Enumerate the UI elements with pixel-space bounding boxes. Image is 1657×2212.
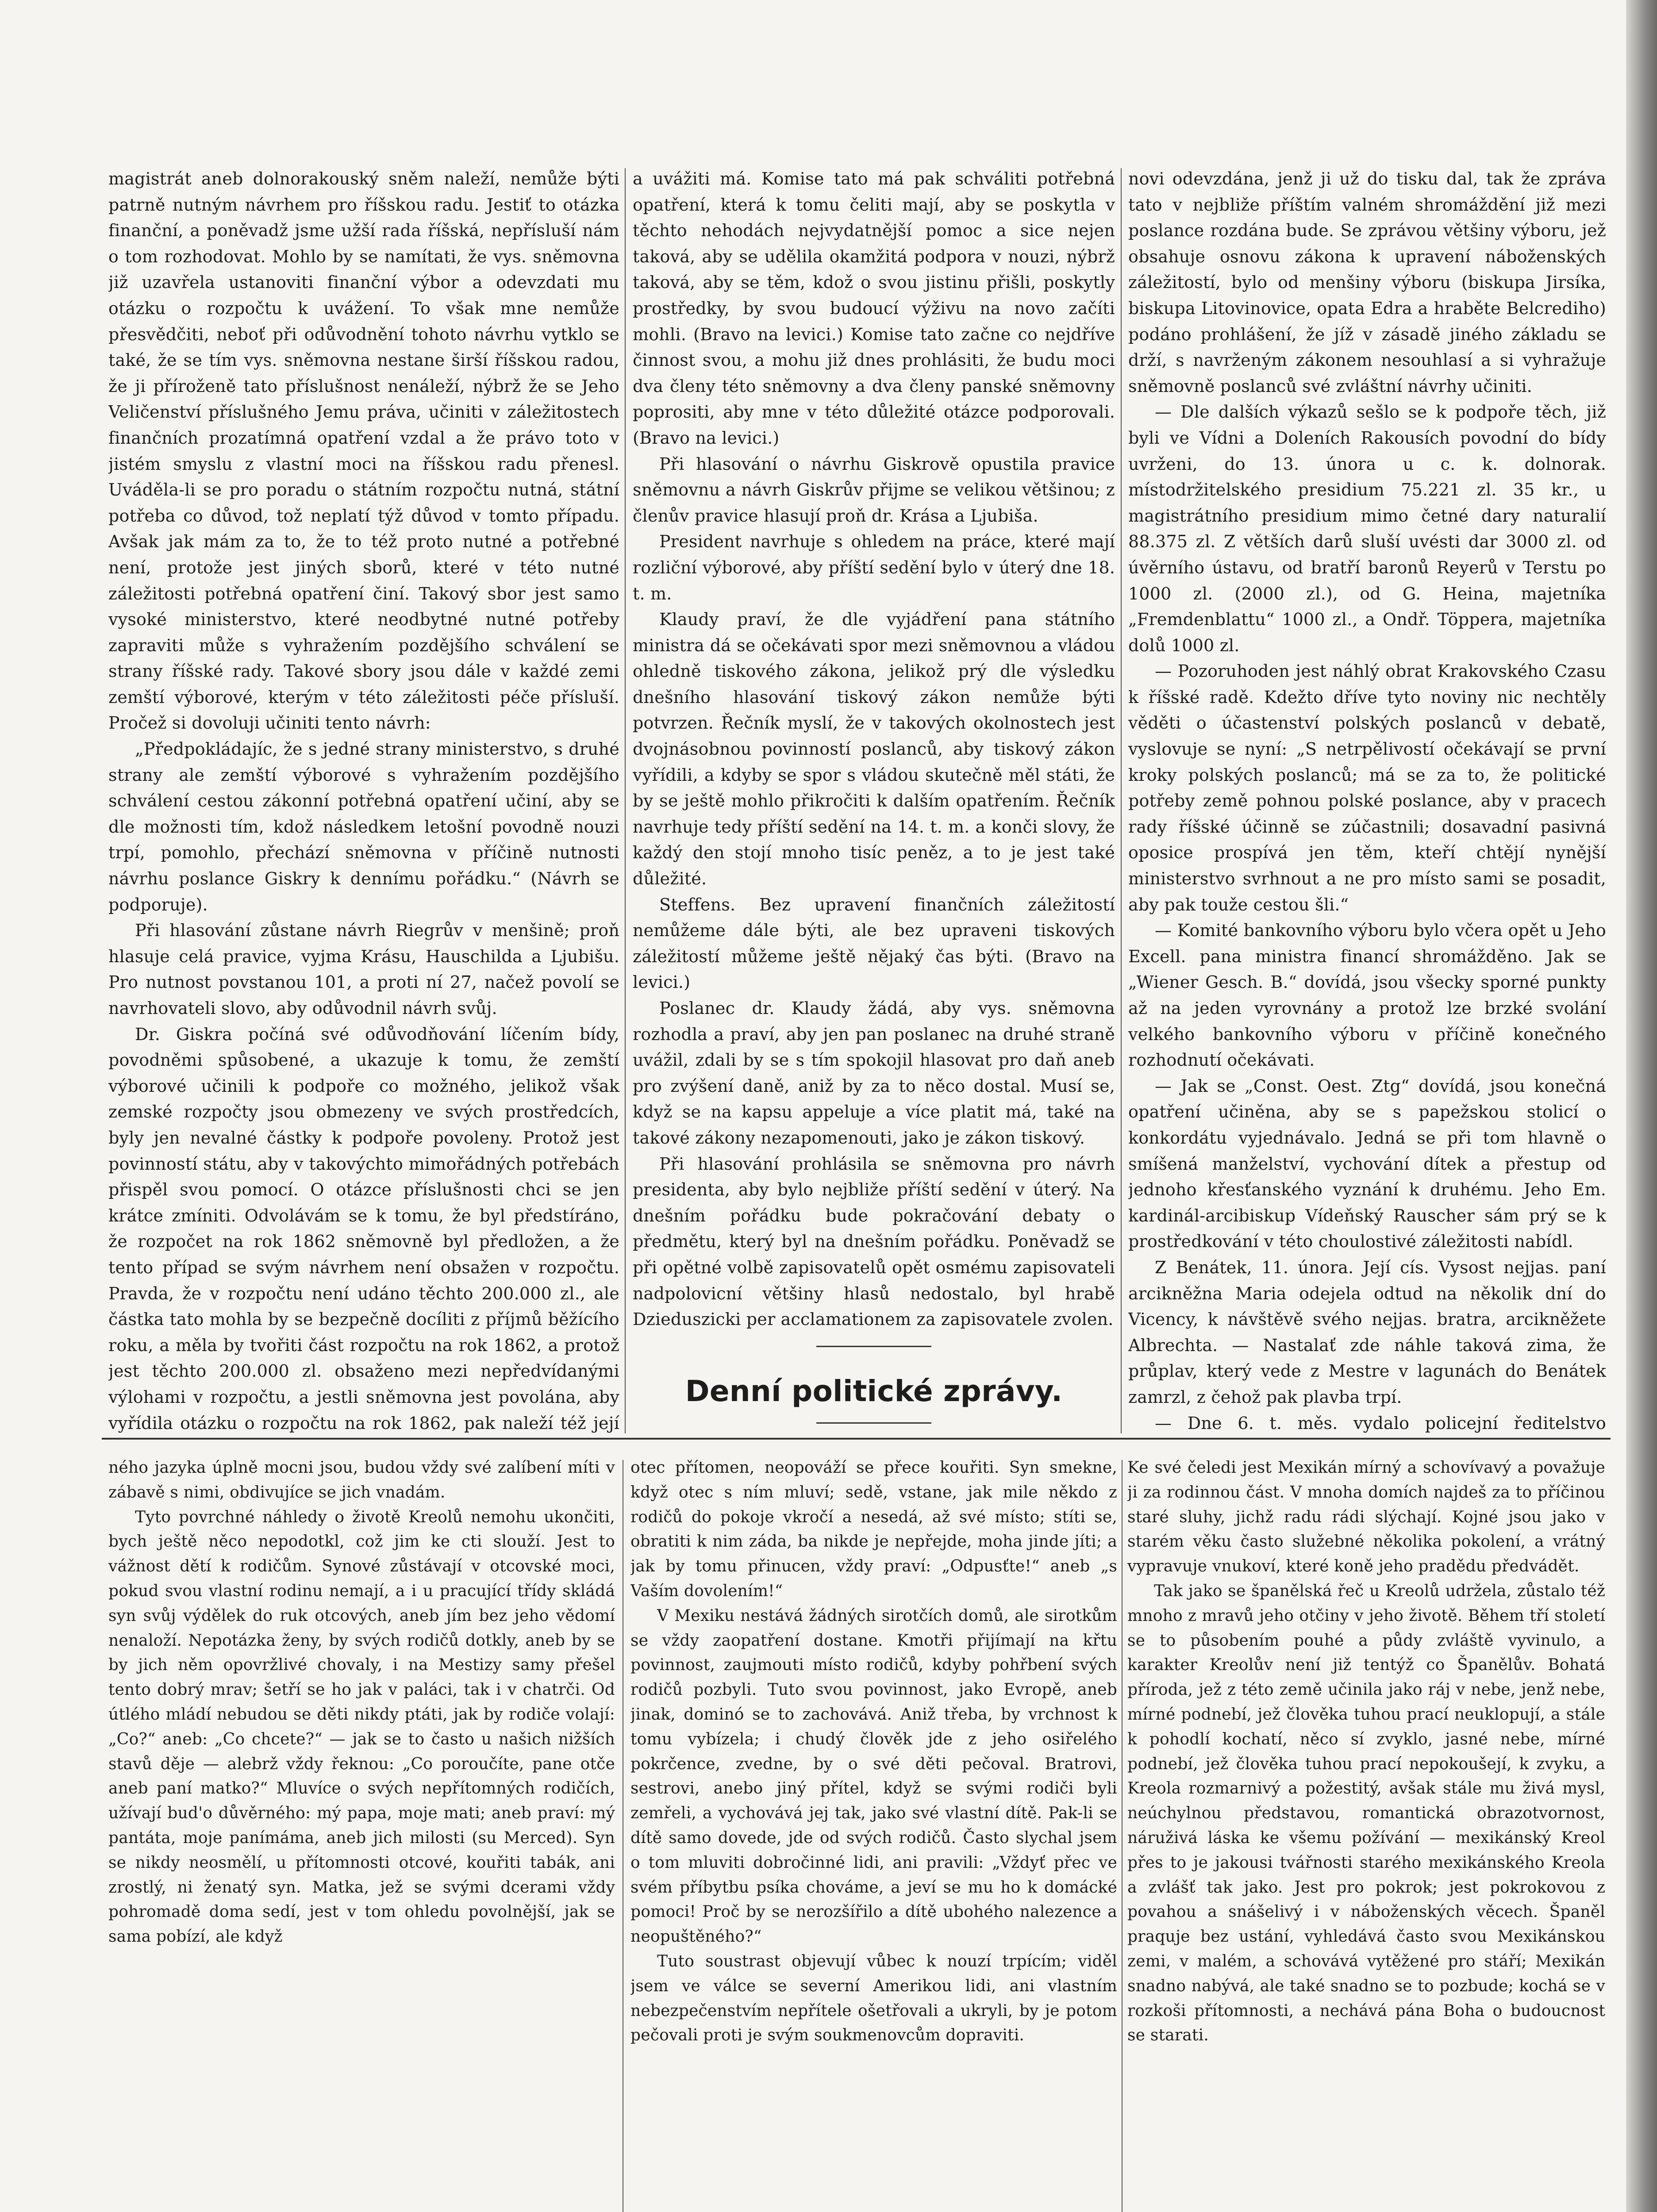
paragraph: Dr. Giskra počíná své odůvodňování líčením bídy, povodněmi spůsobené, a ukazuje k tomu, že zemští výborové učinili k podpoře co možného, jelikož však zemské rozpočty jsou obmezeny ve svých prostředcích, byly jen nevalné částky k podpoře povoleny. Protož jest povinností státu, aby v takovýchto mimořádných potřebách přispěl svou pomocí. O otázce příslušnosti chci se jen krátce zmíniti. Odvolávám se k tomu, že byl předstíráno, že rozpočet na rok 1862 sněmovně byl předložen, a že tento případ se svým návrhem není obsažen v rozpočtu. Pravda, že v rozpočtu není udáno těchto 200.000 zl., ale částka tato mohla by se bezpečně docíliti z příjmů běžícího roku, a měla by tvořiti část rozpočtu na rok 1862, a protož jest těchto 200.000 zl. obsaženo mezi nepředvídanými výlohami v rozpočtu, a jestli sněmovna jest povolána, aby vyřídila otázku o rozpočtu na rok 1862, pak naleží též její	[108, 1024, 619, 1433]
column-divider	[1121, 168, 1122, 1433]
paragraph: V Mexiku nestává žádných sirotčích domů, ale sirotkům se vždy zaopatření dostane. Kmotři přijímají na křtu povinnost, zaujmouti místo rodičů, kdyby pohřbení svých rodičů pozbyli. Tuto svou povinnost, jako Evropě, aneb jinak, dominó se to zachovává. Aniž třeba, by vrchnost k tomu vybízela; i chudý člověk jde z jeho osiřelého pokrčence, zvedne, by o své děti pečoval. Bratrovi, sestrovi, anebo jiný přítel, když se svými rodiči byli zemřeli, a vychovává jej tak, jako své vlastní dítě. Pak-li se dítě samo dovede, jde od svých rodičů. Často slychal jsem o tom mluviti dobročinné lidi, ani pravili: „Vždyť přec ve svém příbytbu psíka chováme, a jeví se mu ho k domácké pomoci! Proč by se nerozšířilo a dítě ubohého nalezence a neopuštěného?“	[631, 1606, 1117, 1946]
paragraph: a uvážiti má. Komise tato má pak schváliti potřebná opatření, která k tomu čeliti mají, aby se poskytla v těchto nehodách nejvydatnější pomoc a sice nejen taková, aby se udělila okamžitá podpora v nouzi, nýbrž taková, aby se těm, kdož o svou jistinu přišli, poskytly prostředky, by svou budoucí výživu na novo začíti mohli. (Bravo na levici.) Komise tato začne co nejdříve činnost svou, a mohu již dnes prohlásiti, že budu moci dva členy této sněmovny a dva členy panské sněmovny poprositi, aby mne v této důležité otázce podporovali. (Bravo na levici.)	[633, 169, 1115, 448]
paragraph: — Komité bankovního výboru bylo včera opět u Jeho Excell. pana ministra financí shromážděno. Jak se „Wiener Gesch. B.“ dovídá, jsou všecky sporné punkty až na jeden vyrovnány a protož lze brzké svolání velkého bankovního výboru v příčině konečného rozhodnutí očekávati.	[1128, 921, 1606, 1070]
bottom-column-3	[1127, 1455, 1605, 2212]
column-divider	[1122, 1460, 1123, 2212]
paragraph: Klaudy praví, že dle vyjádření pana státního ministra dá se očekávati spor mezi sněmovnou a vládou ohledně tiskového zákona, jelikož prý dle výsledku dnešního hlasování tiskový zákon nemůže býti potvrzen. Řečník myslí, že v takových okolnostech jest dvojnásobnou povinností poslanců, aby tiskový zákon vyřídili, a kdyby se spor s vládou skutečně měl státi, že by se ještě mohlo přikročiti k dalším opatřením. Řečník navrhuje tedy příští sedění na 14. t. m. a konči slovy, že každý den stojí mnoho tisíc peněz, a to je jest také důležité.	[633, 610, 1115, 889]
top-column-2-part-1	[633, 166, 1115, 1333]
section-rule	[816, 1422, 931, 1424]
paragraph: Z Benátek, 11. února. Její cís. Vysost nejjas. paní arcikněžna Maria odejela odtud na několik dní do Vicency, k návštěvě svého nejjas. bratra, arcikněžete Albrechta. — Nastalať zde náhle taková zima, že průplav, který vede z Mestre v lagunách do Benátek zamrzl, z čehož pak plavba trpí.	[1128, 1257, 1606, 1407]
scan-edge-shadow	[1626, 0, 1657, 2212]
paragraph: Tyto povrchné náhledy o životě Kreolů nemohu ukončiti, bych ještě něco nepodotkl, což jim ke cti slouží. Jest to vážnost dětí k rodičům. Synové zůstávají v otcovské moci, pokud svou vlastní rodinu nemají, a i u pracující třídy skládá syn svůj výdělek do ruk otcových, aneb jím bez jeho vědomí nenaloží. Nepotázka ženy, by svých rodičů dotkly, aneb by se by jich něm opovržlivé chovaly, i na Mestizy samy přešel tento dobrý mrav; šetří se ho jak v paláci, tak i v chatrči. Od útlého mládí nebudou se děti nikdy ptáti, jak by rodiče volají: „Co?“ aneb: „Co chcete?“ — jak se to často u našich nižších stavů děje — alebrž vždy řeknou: „Co poroučíte, pane otče aneb paní matko?“ Mluvíce o svých nepřítomných rodičích, užívají bud'o důvěrného: mý papa, moje mati; aneb praví: mý pantáta, moje panímáma, aneb jich milosti (su Merced). Syn se nikdy neosmělí, u přítomnosti otcové, kouřiti tabák, ani zrostlý, ni ženatý syn. Matka, jež se svými dcerami vždy pohromadě doma sedí, jest v tom ohledu povolnější, jak se sama pobízí, ale když	[108, 1508, 615, 1946]
paragraph: magistrát aneb dolnorakouský sněm naleží, nemůže býti patrně nutným návrhem pro říšskou radu. Jestiť to otázka finanční, a poněvadž jsme užší rada říšská, nepřísluší nám o tom rozhodovat. Mohlo by se namítati, že vys. sněmovna již uzavřela ustanoviti finanční výbor a odevzdati mu otázku o rozpočtu k uvážení. To však mne nemůže přesvědčiti, neboť při odůvodnění tohoto návrhu vytklo se také, že se tím vys. sněmovna nestane širší říšskou radou, že ji příroženě tato příslušnost nenáleží, nýbrž že se Jeho Veličenství příslušného Jemu práva, učiniti v záležitostech finančních prozatímná opatření vzdal a že právo toto v jistém smyslu z vlastní moci na říšskou radu přenesl. Uváděla-li se pro poradu o státním rozpočtu nutná, státní potřeba co důvod, tož neplatí týž důvod v tomto případu. Avšak jak mám za to, že to též proto nutné a potřebné není, protože jest jiných sborů, které v této nutné záležitosti potřebná opatření činí. Takový sbor jest samo vysoké ministerstvo, které neodbytné nutné potřeby zapraviti může s vyhražením pozdějšího schválení se strany říšské rady. Takové sbory jsou dále v každé zemi zemští výborové, kterým v této záležitosti péče přísluší. Pročež si dovoluji učiniti tento návrh:	[108, 169, 619, 733]
paragraph: „Předpokládajíc, že s jedné strany ministerstvo, s druhé strany ale zemští výborové s vyhražením pozdějšího schválení cestou zákonní potřebná opatření učiní, aby se dle možnosti tím, kdož následkem letošní povodně nouzi trpí, pomohlo, přechází sněmovna v příčině nutnosti návrhu poslance Giskry k dennímu pořádku.“ (Návrh se podporuje).	[108, 739, 619, 914]
column-divider	[625, 168, 626, 1433]
paragraph: novi odevzdána, jenž ji už do tisku dal, tak že zpráva tato v nejbliže příštím valném shromáždění již mezi poslance rozdána bude. Se zprávou většiny výboru, jež obsahuje osnovu zákona k upravení náboženských záležitostí, bylo od menšiny výboru (biskupa Jirsíka, biskupa Litovinovice, opata Edra a hraběte Belcrediho) podáno prohlášení, že jíž v zásadě jiného základu se drží, s navrženým zákonem nesouhlasí a si vyhražuje sněmovně poslanců své zvláštní návrhy učiniti.	[1128, 169, 1606, 396]
top-column-3	[1128, 166, 1606, 1433]
paragraph: otec přítomen, neopováží se přece kouřiti. Syn smekne, když otec s ním mluví; sedě, vstane, jak mile někdo z rodičů do pokoje vkročí a nesedá, až své místo; stíti se, obratiti k nim záda, ba nikde je nepřejde, moha jinde jíti; a jak by tomu přinucen, vždy praví: „Odpusťte!“ aneb „s Vaším dovolením!“	[631, 1459, 1117, 1600]
paragraph: ného jazyka úplně mocni jsou, budou vždy své zalíbení míti v zábavě s nimi, obdivujíce se jich vnadám.	[108, 1459, 615, 1502]
paragraph: — Jak se „Const. Oest. Ztg“ dovídá, jsou konečná opatření učiněna, aby se s papežskou stolicí o konkordátu vyjednávalo. Jedná se při tom hlavně o smíšená manželství, vychování dítek a přestup od jednoho křesťanského vyznání k druhému. Jeho Em. kardinál-arcibiskup Vídeňský Rauscher sám prý se k prostředkování v této choulostivé záležitosti nabídl.	[1128, 1076, 1606, 1252]
paragraph: Tak jako se španělská řeč u Kreolů udržela, zůstalo též mnoho z mravů jeho otčiny v jeho životě. Během tří století se to působením pouhé a půdy zvláště vyvinulo, a karakter Kreolův není již tentýž co Španělův. Bohatá příroda, jež z této země učinila jako ráj v nebe, jenž nebe, mírné podnebí, jež člověka tuhou prací neuklopují, a stále k pohodlí kochatí, něco sí zvyklo, jasné nebe, mírné podnebí, jež člověka tuhou prací nepokoušejí, k zvyku, a Kreola rozmarnivý a požestitý, avšak stále mu živá mysl, neúchylnou představou, romantická obrazotvornost, náruživá láska ke všemu požívání — mexikánský Kreol přes to je jakousi tvářnosti starého mexikánského Kreola a zvlášť tak jako. Jest pro pokrok; jest pokrokovou z povahou a snášelivý i v náboženských věcech. Španěl praquje bez ustání, vyhledává často svou Mexikánskou zemi, v malém, a schovává vytěžené pro stáří; Mexikán snadno nabývá, ale také snadno se to pozbude; kochá se v rozkoši přítomnosti, a nechává pána Boha o budoucnost se starati.	[1127, 1582, 1605, 2045]
top-column-1	[108, 166, 619, 1433]
paragraph: Při hlasování prohlásila se sněmovna pro návrh presidenta, aby bylo nejbliže příští sedění v úterý. Na dnešním pořádku bude pokračování debaty o předmětu, který byl na dnešním pořádku. Poněvadž se při opětné volbě zapisovatelů opět osmému zapisovateli nadpolovicní většiny hlasů nedostalo, byl hrabě Dzieduszicki per acclamationem za zapisovatele zvolen.	[633, 1154, 1115, 1329]
section-heading: Denní politické zprávy.	[685, 1374, 1063, 1408]
paragraph: — Dne 6. t. měs. vydalo policejní ředitelstvo	[1155, 1413, 1606, 1433]
bottom-column-1	[108, 1455, 615, 2212]
paragraph: President navrhuje s ohledem na práce, které mají rozliční výborové, aby příští sedění bylo v úterý dne 18. t. m.	[633, 532, 1115, 603]
paragraph: — Dle dalších výkazů sešlo se k podpoře těch, již byli ve Vídni a Doleních Rakousích povodní do bídy uvrženi, do 13. února u c. k. dolnorak. místodržitelského presidium 75.221 zl. 35 kr., u magistrátního presidium mimo četné dary naturalií 88.375 zl. Z větších darů sluší uvésti dar 3000 zl. od úvěrního ústavu, od bratří baronů Reyerů v Terstu po 1000 zl. (2000 zl.), od G. Heina, majetníka „Fremdenblattu“ 1000 zl., a Ondř. Töppera, majetníka dolů 1000 zl.	[1128, 402, 1606, 655]
section-rule	[816, 1346, 931, 1347]
paragraph: Ke své čeledi jest Mexikán mírný a schovívavý a považuje ji za rodinnou část. V mnoha domích najdeš za to příčinou staré sluhy, jichž radu rádi slýchají. Kojné jsou jako v starém věku často služebné několika pokolení, a vrátný vypravuje vnukoví, které koně jeho pradědu předvádět.	[1127, 1459, 1605, 1576]
paragraph: Při hlasování zůstane návrh Riegrův v menšině; proň hlasuje celá pravice, vyjma Krásu, Hauschilda a Ljubišu. Pro nutnost povstanou 101, a proti ní 27, načež povolí se navrhovateli slovo, aby odůvodnil návrh svůj.	[108, 921, 619, 1018]
paragraph: Steffens. Bez upravení finančních záležitostí nemůžeme dále býti, ale bez upraveni tiskových záležitostí můžeme ještě nějaký čas býti. (Bravo na levici.)	[633, 895, 1115, 992]
paragraph: Tuto soustrast objevují vůbec k nouzí trpícím; viděl jsem ve válce se severní Amerikou lidi, ani vlastním nebezpečenstvím nepřítele ošetřovali a ukryli, by je potom pečovali proti je svým soukmenovcům dopraviti.	[631, 1952, 1117, 2045]
bottom-column-2	[631, 1455, 1117, 2212]
paragraph: Při hlasování o návrhu Giskrově opustila pravice sněmovnu a návrh Giskrův přijme se velikou většinou; z členův pravice hlasují proň dr. Krása a Ljubiša.	[633, 454, 1115, 526]
paragraph: Poslanec dr. Klaudy žádá, aby vys. sněmovna rozhodla a praví, aby jen pan poslanec na druhé straně uvážil, zdali by se s tím spokojil hlasovat pro daň aneb pro zvýšení daně, aniž by za to něco dostal. Musí se, když se na kapsu appeluje a více platit má, také na takové zákony nezapomenouti, jako je zákon tiskový.	[633, 998, 1115, 1148]
top-column-2	[633, 166, 1115, 1433]
paragraph: — Pozoruhoden jest náhlý obrat Krakovského Czasu k říšské radě. Kdežto dříve tyto noviny nic nechtěly věděti o účastenství polských poslanců v debatě, vyslovuje se nyní: „S netrpělivostí očekávají se první kroky polských poslanců; má se za to, že politické potřeby země pohnou polské poslance, aby v pracech rady říšské účinně se zúčastnili; dosavadní pasivná oposice prospívá jen těm, kteří chtějí nynější ministerstvo svrhnout a ne pro místo sami se posadit, aby pak touže cestou šli.“	[1128, 661, 1606, 914]
feuilleton-rule	[102, 1438, 1611, 1440]
